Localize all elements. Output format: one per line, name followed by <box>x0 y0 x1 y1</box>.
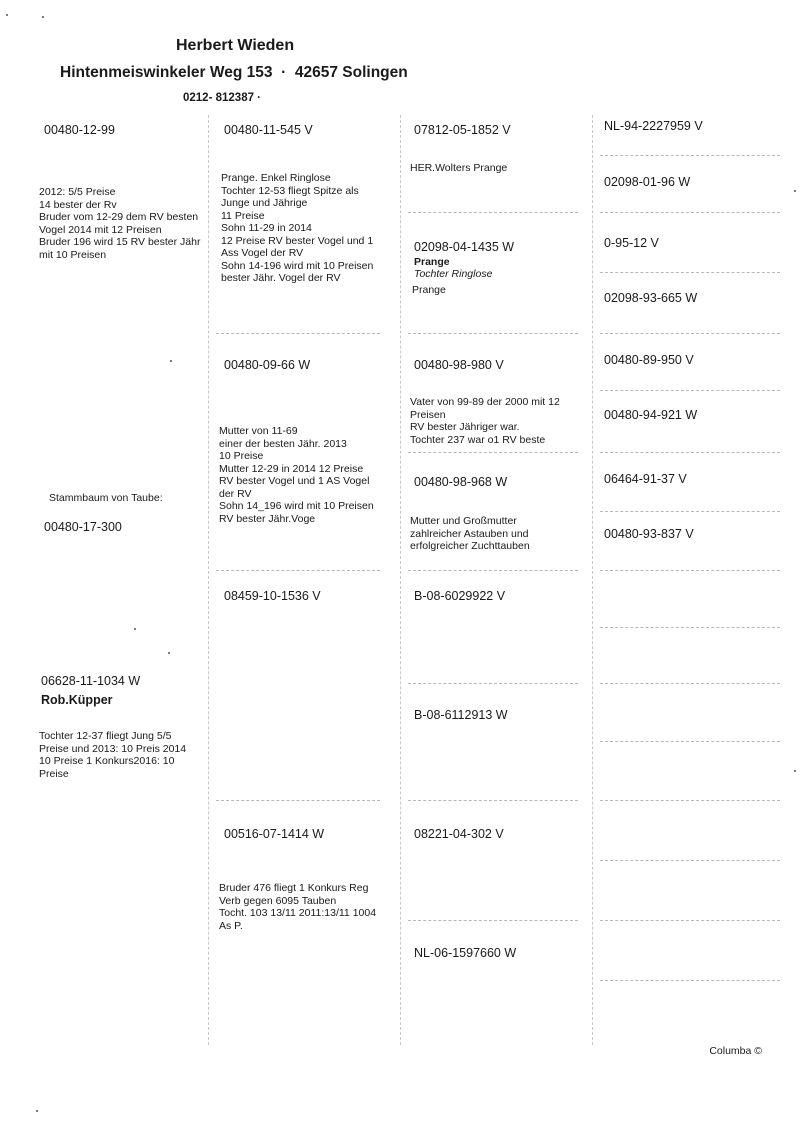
ggm-1-extra: Prange <box>412 284 446 296</box>
scan-speck <box>794 770 796 772</box>
bird-mother-note: Tochter 12-37 fliegt Jung 5/5 Preise und 2013: 10 Preis 2014 10 Preise 1 Konkurs2016: 10 Preise <box>39 730 187 780</box>
ggf-1-ring: 07812-05-1852 V <box>414 123 511 137</box>
divider <box>408 570 578 571</box>
scan-speck <box>134 628 136 630</box>
divider <box>600 980 780 981</box>
ggm-3-ring: B-08-6112913 W <box>414 708 508 722</box>
grandfather-paternal-note: Prange. Enkel Ringlose Tochter 12-53 fliegt Spitze als Junge und Jährige 11 Preise Sohn 11-29 in 2014 12 Preise RV bester Vogel und 1 Ass Vogel der RV Sohn 14-196 wird mit 10 Preisen bester Jähr. Vogel der RV <box>221 172 374 284</box>
ggf-2-note: Vater von 99-89 der 2000 mit 12 Preisen RV bester Jähriger war. Tochter 237 war o1 RV beste <box>410 396 560 446</box>
divider <box>600 860 780 861</box>
ggm-2-ring: 00480-98-968 W <box>414 475 508 489</box>
grandmother-maternal-note: Bruder 476 fliegt 1 Konkurs Reg Verb gegen 6095 Tauben Tocht. 103 13/11 2011:13/11 1004 As P. <box>219 882 377 932</box>
divider <box>600 212 780 213</box>
column-separator <box>208 115 209 1045</box>
owner-address: Hintenmeiswinkeler Weg 153 · 42657 Solingen <box>60 64 408 81</box>
column-separator <box>592 115 593 1045</box>
divider <box>408 452 578 453</box>
divider <box>408 212 578 213</box>
divider <box>216 570 380 571</box>
divider <box>216 333 380 334</box>
divider <box>600 741 780 742</box>
divider <box>600 511 780 512</box>
divider <box>600 627 780 628</box>
grandmother-paternal-ring: 00480-09-66 W <box>224 358 311 372</box>
scan-speck <box>36 1110 38 1112</box>
divider <box>408 800 578 801</box>
gggp-4-ring: 02098-93-665 W <box>604 291 698 305</box>
ggm-1-italic-note: Tochter Ringlose <box>414 268 493 280</box>
scan-speck <box>794 190 796 192</box>
divider <box>600 155 780 156</box>
grandmother-maternal-ring: 00516-07-1414 W <box>224 827 325 841</box>
scan-speck <box>42 16 44 18</box>
software-credit: Columba © <box>709 1045 762 1057</box>
ggm-2-note: Mutter und Großmutter zahlreicher Astauben und erfolgreicher Zuchttauben <box>410 515 530 552</box>
ggf-3-ring: B-08-6029922 V <box>414 589 506 603</box>
scan-speck <box>170 360 172 362</box>
gggp-7-ring: 06464-91-37 V <box>604 472 687 486</box>
gggp-1-ring: NL-94-2227959 V <box>604 119 703 133</box>
divider <box>600 333 780 334</box>
ggf-4-ring: 08221-04-302 V <box>414 827 504 841</box>
ggf-1-note: HER.Wolters Prange <box>410 162 508 174</box>
divider <box>600 920 780 921</box>
bird-father-ring: 00480-12-99 <box>44 123 115 137</box>
gggp-8-ring: 00480-93-837 V <box>604 527 694 541</box>
pedigree-bird-ring: 00480-17-300 <box>44 520 122 534</box>
bird-father-note: 2012: 5/5 Preise 14 bester der Rv Bruder vom 12-29 dem RV besten Vogel 2014 mit 12 Preisen Bruder 196 wird 15 RV bester Jähr mit 10 Preisen <box>39 186 201 261</box>
divider <box>408 333 578 334</box>
gggp-3-ring: 0-95-12 V <box>604 236 659 250</box>
scan-speck <box>168 652 170 654</box>
gggp-5-ring: 00480-89-950 V <box>604 353 694 367</box>
divider <box>216 800 380 801</box>
divider <box>600 683 780 684</box>
gggp-6-ring: 00480-94-921 W <box>604 408 698 422</box>
grandfather-paternal-ring: 00480-11-545 V <box>224 123 313 137</box>
scan-speck <box>6 14 8 16</box>
divider <box>600 452 780 453</box>
pedigree-label: Stammbaum von Taube: <box>49 492 163 504</box>
gggp-2-ring: 02098-01-96 W <box>604 175 691 189</box>
divider <box>408 920 578 921</box>
ggf-2-ring: 00480-98-980 V <box>414 358 504 372</box>
divider <box>408 683 578 684</box>
grandfather-maternal-ring: 08459-10-1536 V <box>224 589 321 603</box>
ggm-4-ring: NL-06-1597660 W <box>414 946 517 960</box>
divider <box>600 800 780 801</box>
ggm-1-breeder: Prange <box>414 256 450 268</box>
divider <box>600 272 780 273</box>
bird-mother-ring: 06628-11-1034 W <box>41 674 141 688</box>
ggm-1-ring: 02098-04-1435 W <box>414 240 515 254</box>
divider <box>600 570 780 571</box>
divider <box>600 390 780 391</box>
grandmother-paternal-note: Mutter von 11-69 einer der besten Jähr. 2013 10 Preise Mutter 12-29 in 2014 12 Preise RV bester Vogel und 1 AS Vogel der RV Sohn 14_196 wird mit 10 Preisen RV bester Jähr.Voge <box>219 425 374 525</box>
bird-mother-breeder: Rob.Küpper <box>41 693 113 707</box>
column-separator <box>400 115 401 1045</box>
owner-name: Herbert Wieden <box>176 37 295 54</box>
owner-phone: 0212- 812387 · <box>183 92 262 104</box>
